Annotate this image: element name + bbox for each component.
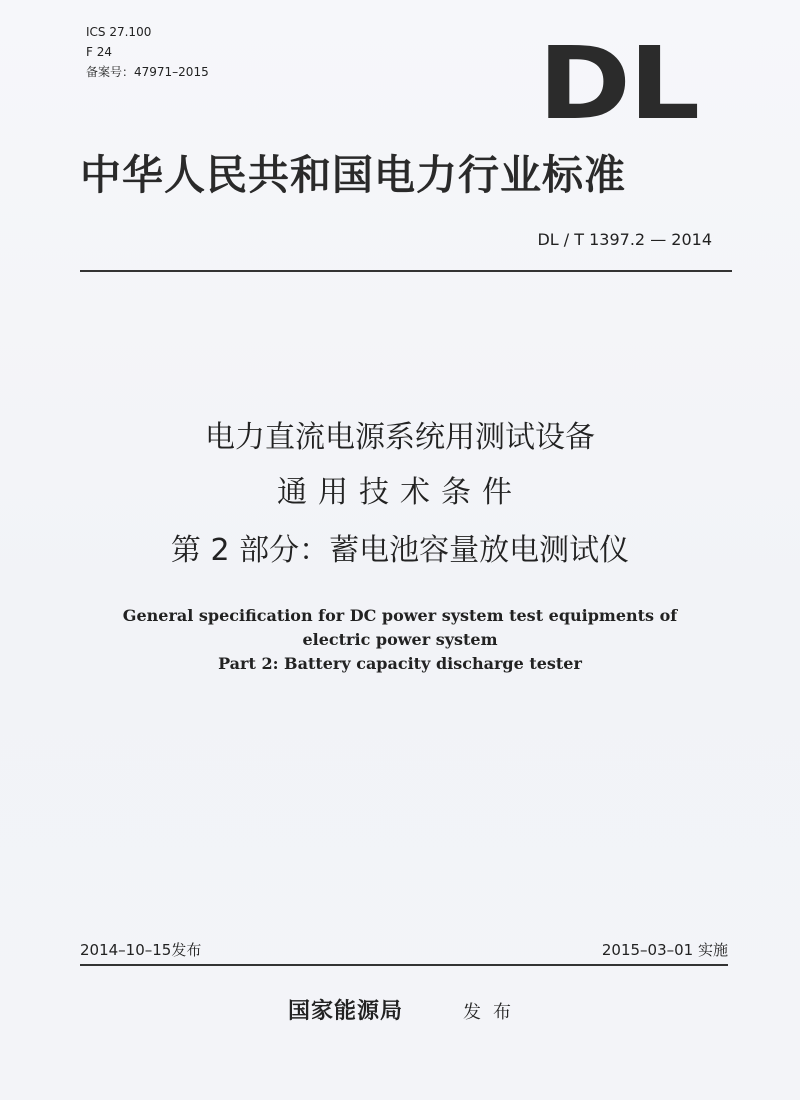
english-title-line-2: electric power system [302, 630, 498, 649]
chinese-title-line-2: 通用技术条件 [277, 475, 523, 510]
issue-date: 2014–10–15发布 [80, 941, 202, 959]
metadata-block [86, 22, 209, 82]
ics-code: ICS 27.100 [86, 25, 152, 39]
standard-number: DL / T 1397.2 — 2014 [537, 230, 712, 249]
dl-logo: DL [538, 25, 698, 142]
effective-date: 2015–03–01 实施 [601, 941, 728, 959]
record-number: 备案号：47971–2015 [86, 65, 209, 79]
english-title-line-1: General specification for DC power system test equipments of [122, 606, 678, 625]
standard-category-title: 中华人民共和国电力行业标准 [80, 151, 626, 199]
issue-action: 发布 [463, 1002, 523, 1023]
english-title-line-3: Part 2: Battery capacity discharge tester [218, 654, 582, 673]
bottom-divider [80, 964, 728, 966]
issuing-authority: 国家能源局 [288, 999, 404, 1024]
chinese-title-line-1: 电力直流电源系统用测试设备 [205, 420, 595, 455]
chinese-title-line-3: 第 2 部分：蓄电池容量放电测试仪 [170, 533, 630, 568]
top-divider [80, 270, 732, 272]
classification-code: F 24 [86, 45, 112, 59]
